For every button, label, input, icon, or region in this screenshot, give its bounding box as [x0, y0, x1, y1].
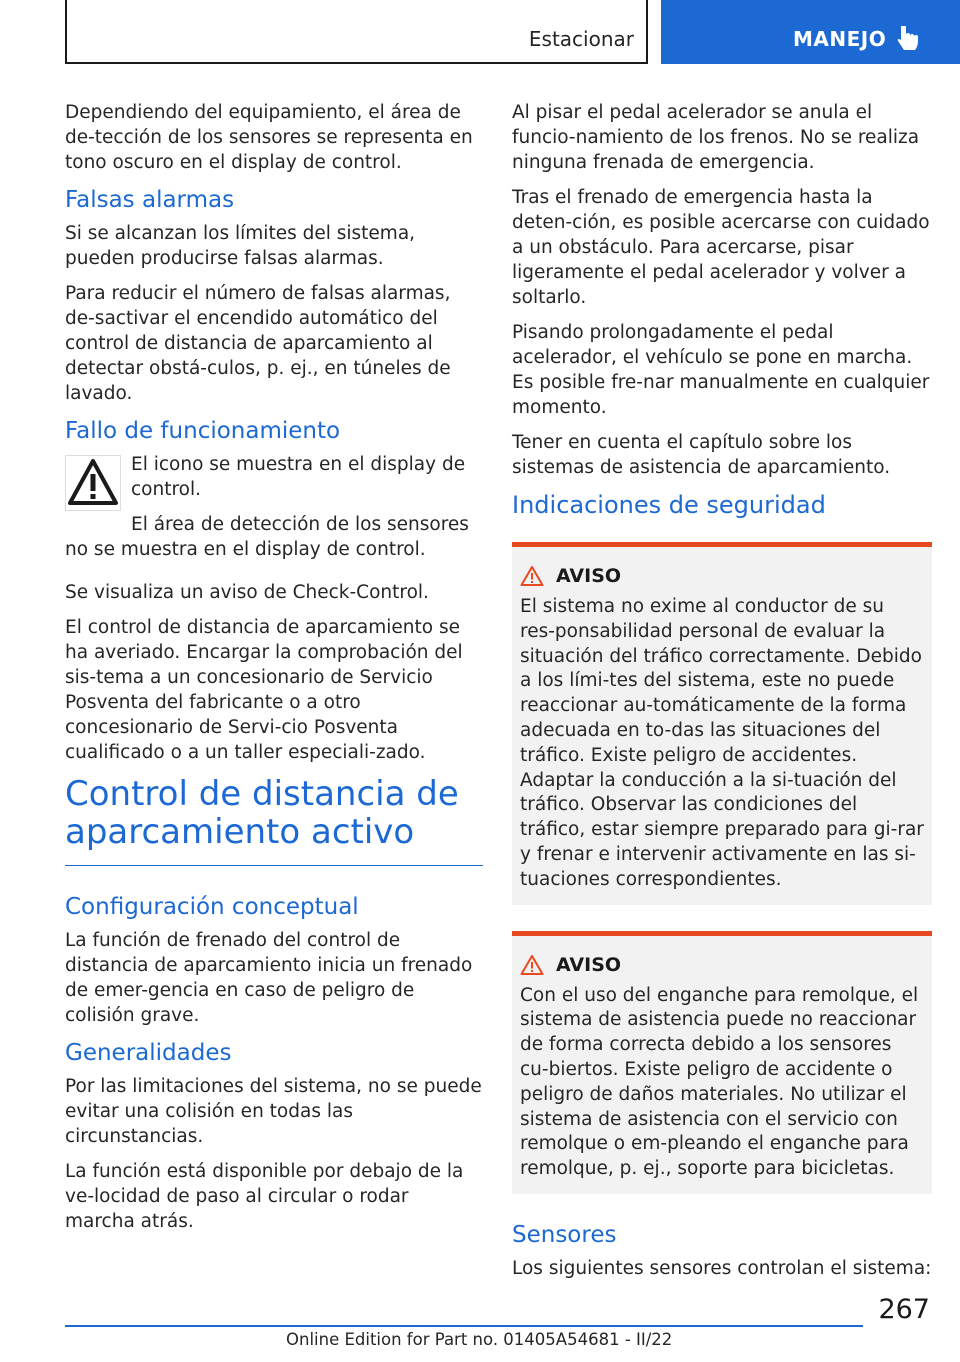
notice-box-2 [512, 931, 932, 1194]
hand-pointer-icon [897, 26, 921, 52]
header-section-box [65, 0, 648, 64]
seguridad-heading: Indicaciones de seguridad [512, 491, 826, 519]
warning-triangle-icon [65, 455, 121, 511]
falsas-alarmas-heading: Falsas alarmas [65, 187, 235, 213]
notice-text: Con el uso del enganche para remolque, el sistema de asistencia puede no reaccionar de forma correcta debido a los sensores cu-biertos. Existe peligro de accidente o peligro de daños materiales. No utilizar el sistema de asistencia con el servicio con remolque o em-pleando el enganche para remolque, p. ej., soporte para bicicletas. [520, 984, 919, 1180]
footer-edition: Online Edition for Part no. 01405A54681 - II/22 [286, 1330, 673, 1349]
sensores-heading: Sensores [512, 1221, 617, 1248]
intro-paragraph: Dependiendo del equipamiento, el área de de-tección de los sensores se representa en tono oscuro en el display de control. [65, 102, 473, 173]
notice-header [520, 954, 924, 976]
notice-title: AVISO [556, 565, 622, 587]
notice-text: El sistema no exime al conductor de su res-ponsabilidad personal de evaluar la situación del tráfico correctamente. Debido a los lími-tes del sistema, este no puede reaccionar au-tomáticamente de la forma adecuada en to-das las situaciones del tráfico. Existe peligro de accidentes. Adaptar la conducción a la si-tuación del tráfico. Observar las condiciones del tráfico, estar siempre preparado para gi-rar y frenar e intervenir activamente en las si-tuaciones correspondientes. [520, 596, 924, 890]
notice-header [520, 565, 924, 587]
sensores-paragraph: Los siguientes sensores controlan el sistema: [512, 1257, 932, 1279]
right-paragraph-2: Tras el frenado de emergencia hasta la deten-ción, es posible acercarse con cuidado a un obstáculo. Para acercarse, pisar ligeramente el pedal acelerador y volver a soltarlo. [512, 187, 930, 308]
configuracion-paragraph: La función de frenado del control de distancia de aparcamiento inicia un frenado de emer-gencia en caso de peligro de colisión grave. [65, 930, 473, 1026]
warning-triangle-icon [520, 565, 544, 587]
fallo-paragraph-2: El área de detección de los sensores no se muestra en el display de control. [65, 514, 469, 560]
generalidades-heading: Generalidades [65, 1040, 232, 1066]
fallo-icon-block [65, 452, 483, 512]
fallo-heading: Fallo de funcionamiento [65, 418, 341, 444]
chapter-tab[interactable] [661, 0, 960, 64]
header-section-title: Estacionar [528, 27, 634, 51]
warning-triangle-icon [520, 954, 544, 976]
fallo-paragraph-3: Se visualiza un aviso de Check-Control. [65, 582, 429, 603]
right-column [512, 100, 932, 1291]
generalidades-paragraph-1: Por las limitaciones del sistema, no se puede evitar una colisión en todas las circunstancias. [65, 1076, 482, 1147]
configuracion-heading: Configuración conceptual [65, 894, 359, 920]
falsas-paragraph-1: Si se alcanzan los límites del sistema, pueden producirse falsas alarmas. [65, 223, 416, 269]
control-distancia-heading: Control de distancia de aparcamiento activo [65, 774, 459, 852]
falsas-paragraph-2: Para reducir el número de falsas alarmas, de-sactivar el encendido automático del control de distancia de aparcamiento al detectar obstá-culos, p. ej., en túneles de lavado. [65, 283, 451, 404]
notice-box-1 [512, 542, 932, 905]
right-paragraph-4: Tener en cuenta el capítulo sobre los sistemas de asistencia de aparcamiento. [512, 432, 891, 478]
right-paragraph-3: Pisando prolongadamente el pedal acelerador, el vehículo se pone en marcha. Es posible fre-nar manualmente en cualquier momento. [512, 322, 930, 418]
notice-title: AVISO [556, 953, 622, 976]
fallo-paragraph-1: El icono se muestra en el display de control. [131, 454, 466, 500]
right-paragraph-1: Al pisar el pedal acelerador se anula el funcio-namiento de los frenos. No se realiza ninguna frenada de emergencia. [512, 102, 920, 173]
page-number: 267 [878, 1294, 930, 1325]
left-column [65, 100, 483, 1244]
chapter-tab-label: MANEJO [793, 27, 887, 51]
heading-rule [65, 865, 483, 866]
generalidades-paragraph-2: La función está disponible por debajo de la ve-locidad de paso al circular o rodar marcha atrás. [65, 1161, 464, 1232]
fallo-paragraph-4: El control de distancia de aparcamiento se ha averiado. Encargar la comprobación del sis-tema a un concesionario de Servicio Posventa del fabricante o a otro concesionario de Servi-cio Posventa cualificado o a un taller especiali-zado. [65, 617, 463, 763]
